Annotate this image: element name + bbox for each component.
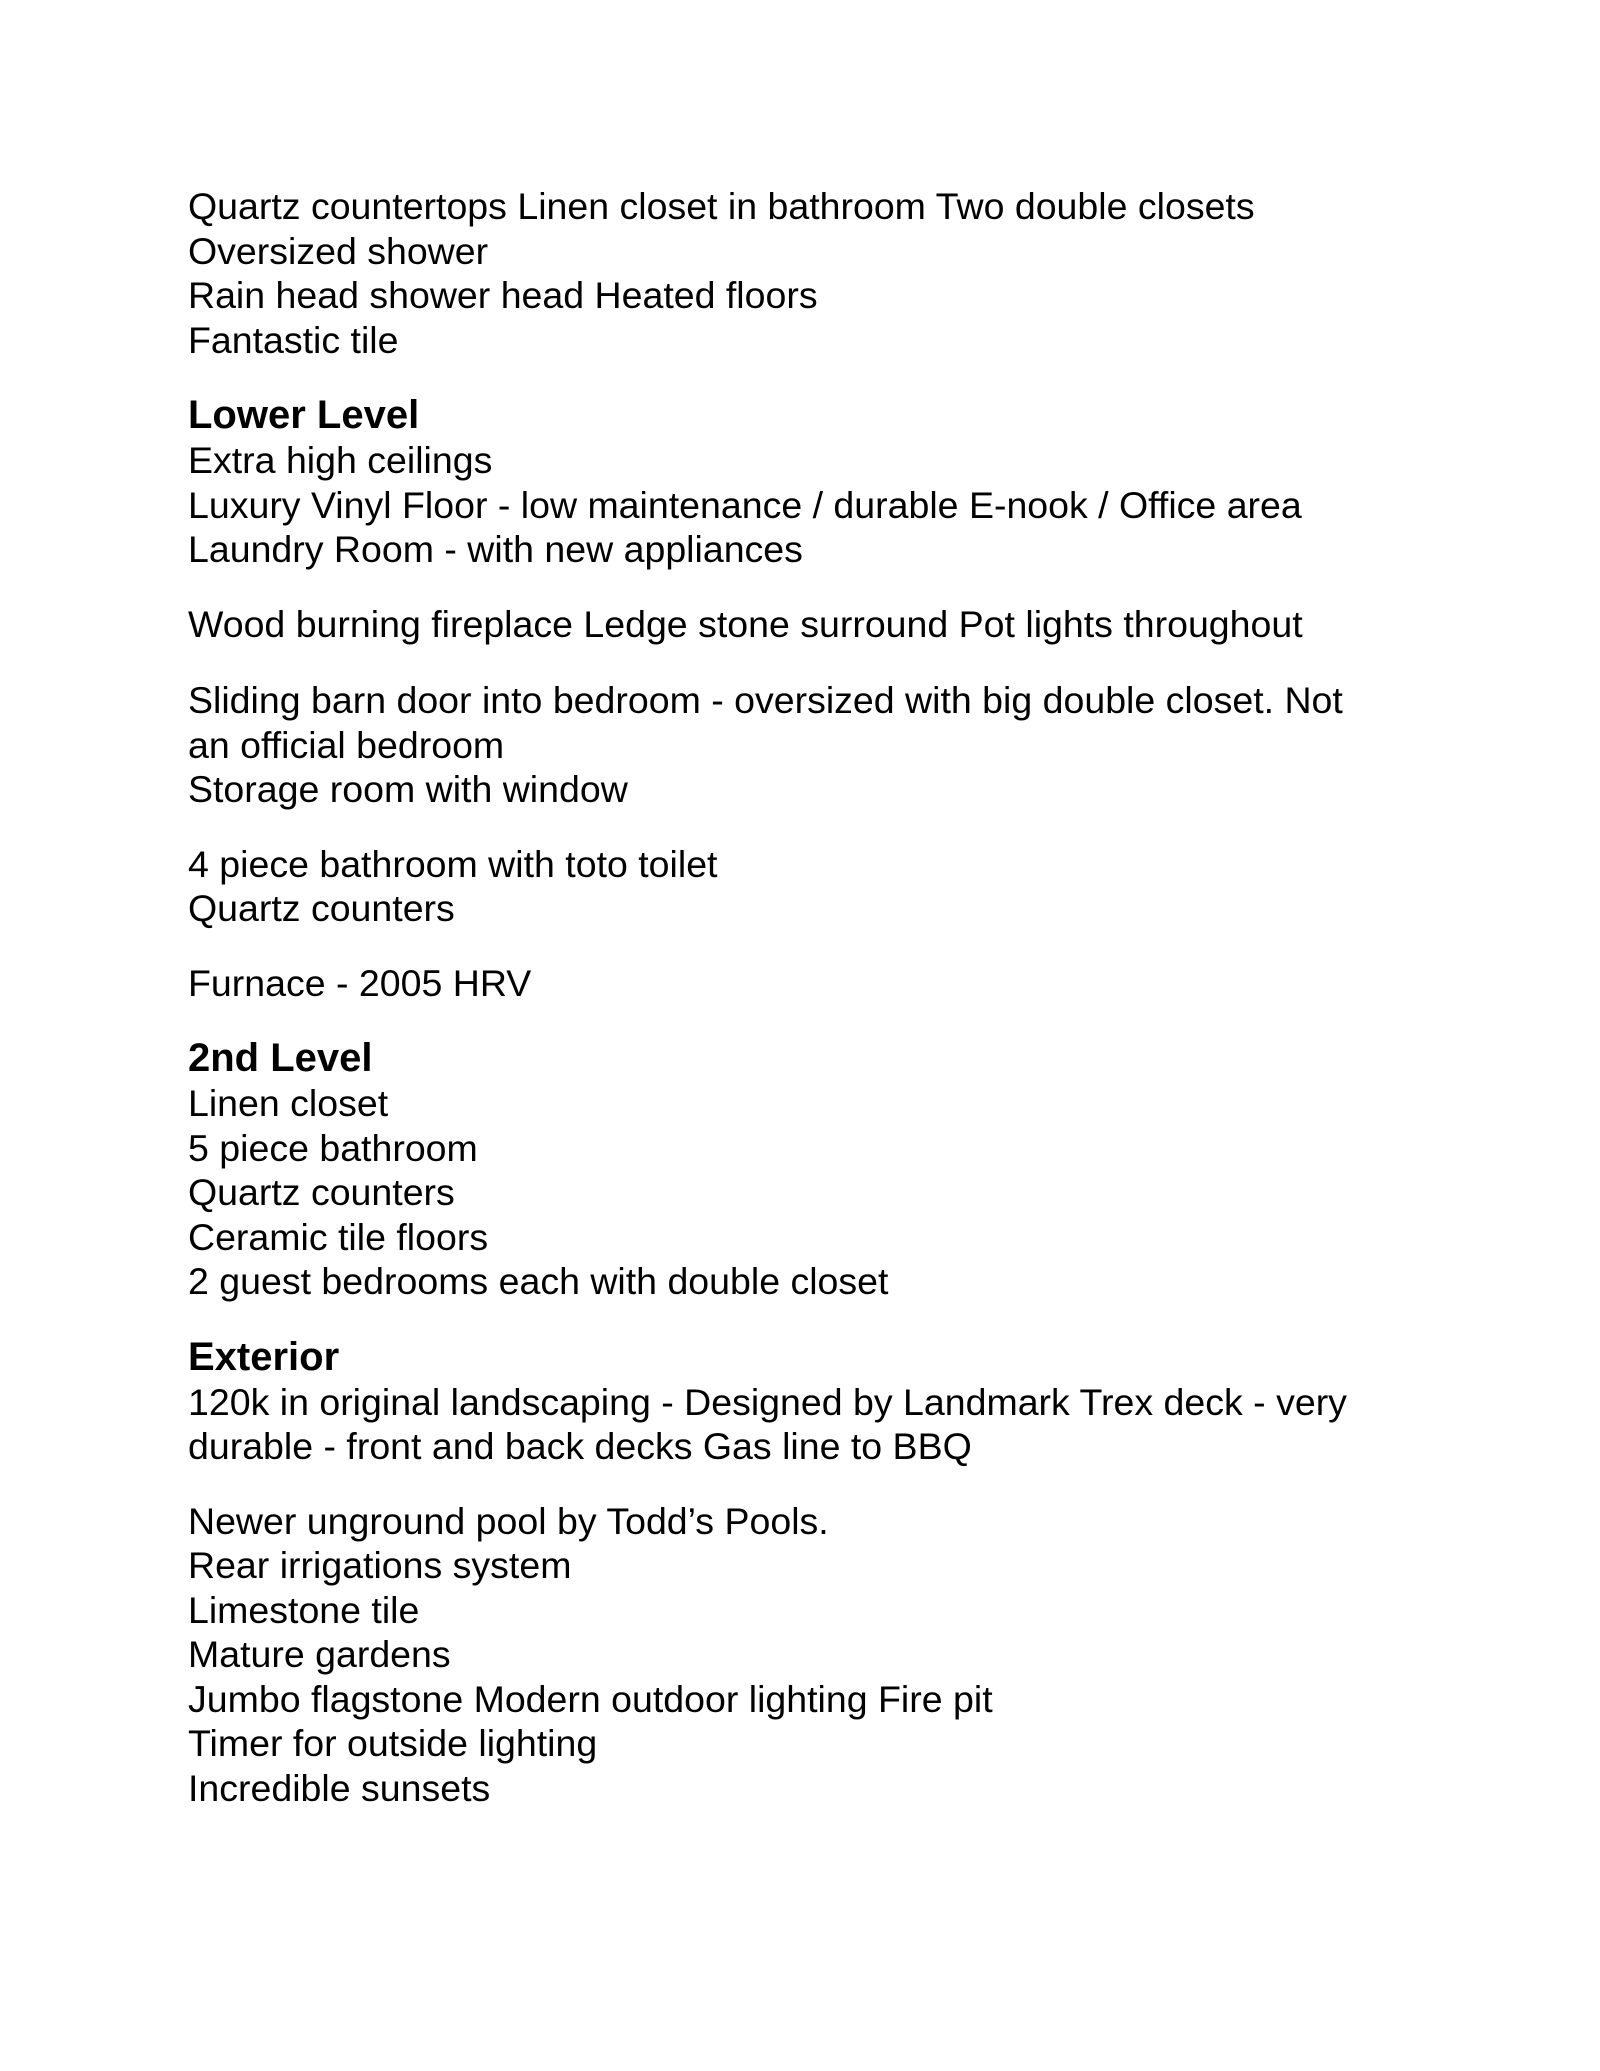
bedroom-paragraph [188,678,1448,812]
text-line: 5 piece bathroom [188,1126,478,1169]
text-line: Rear irrigations system [188,1544,572,1586]
text-line: Limestone tile [188,1588,420,1631]
text-line: 2 guest bedrooms each with double closet [188,1260,889,1302]
text-line: durable - front and back decks Gas line to BBQ [188,1425,972,1467]
text-line: Rain head shower head Heated floors [188,274,818,316]
bathroom-paragraph [188,842,1448,931]
text-line: Wood burning fireplace Ledge stone surround Pot lights throughout [188,602,1303,645]
text-line: Storage room with window [188,768,628,810]
furnace-paragraph [188,961,1448,1006]
document-body [188,184,1448,1842]
text-line: Timer for outside lighting [188,1722,598,1764]
intro-paragraph [188,184,1448,362]
section-heading-2nd-level: 2nd Level [188,1036,373,1080]
exterior-section [188,1334,1448,1469]
section-heading-lower-level: Lower Level [188,393,420,437]
text-line: Luxury Vinyl Floor - low maintenance / durable E-nook / Office area [188,483,1302,526]
text-line: Quartz countertops Linen closet in bathroom Two double closets [188,185,1255,227]
text-line: Laundry Room - with new appliances [188,528,803,570]
text-line: 120k in original landscaping - Designed by Landmark Trex deck - very [188,1380,1347,1423]
text-line: Linen closet [188,1082,389,1124]
text-line: an official bedroom [188,723,505,766]
text-line: Newer unground pool by Todd’s Pools. [188,1499,829,1542]
text-line: 4 piece bathroom with toto toilet [188,842,718,885]
text-line: Sliding barn door into bedroom - oversized with big double closet. Not [188,679,1343,721]
fireplace-paragraph [188,602,1448,647]
text-line: Quartz counters [188,887,455,929]
text-line: Quartz counters [188,1171,455,1213]
second-level-section [188,1035,1448,1304]
text-line: Extra high ceilings [188,439,493,481]
section-heading-exterior: Exterior [188,1334,340,1379]
text-line: Incredible sunsets [188,1766,491,1809]
pool-paragraph [188,1499,1448,1811]
text-line: Mature gardens [188,1633,451,1675]
lower-level-section [188,392,1448,572]
text-line: Jumbo flagstone Modern outdoor lighting Fire pit [188,1677,993,1720]
text-line: Fantastic tile [188,318,399,361]
text-line: Furnace - 2005 HRV [188,961,532,1004]
text-line: Oversized shower [188,229,489,272]
text-line: Ceramic tile floors [188,1215,489,1258]
